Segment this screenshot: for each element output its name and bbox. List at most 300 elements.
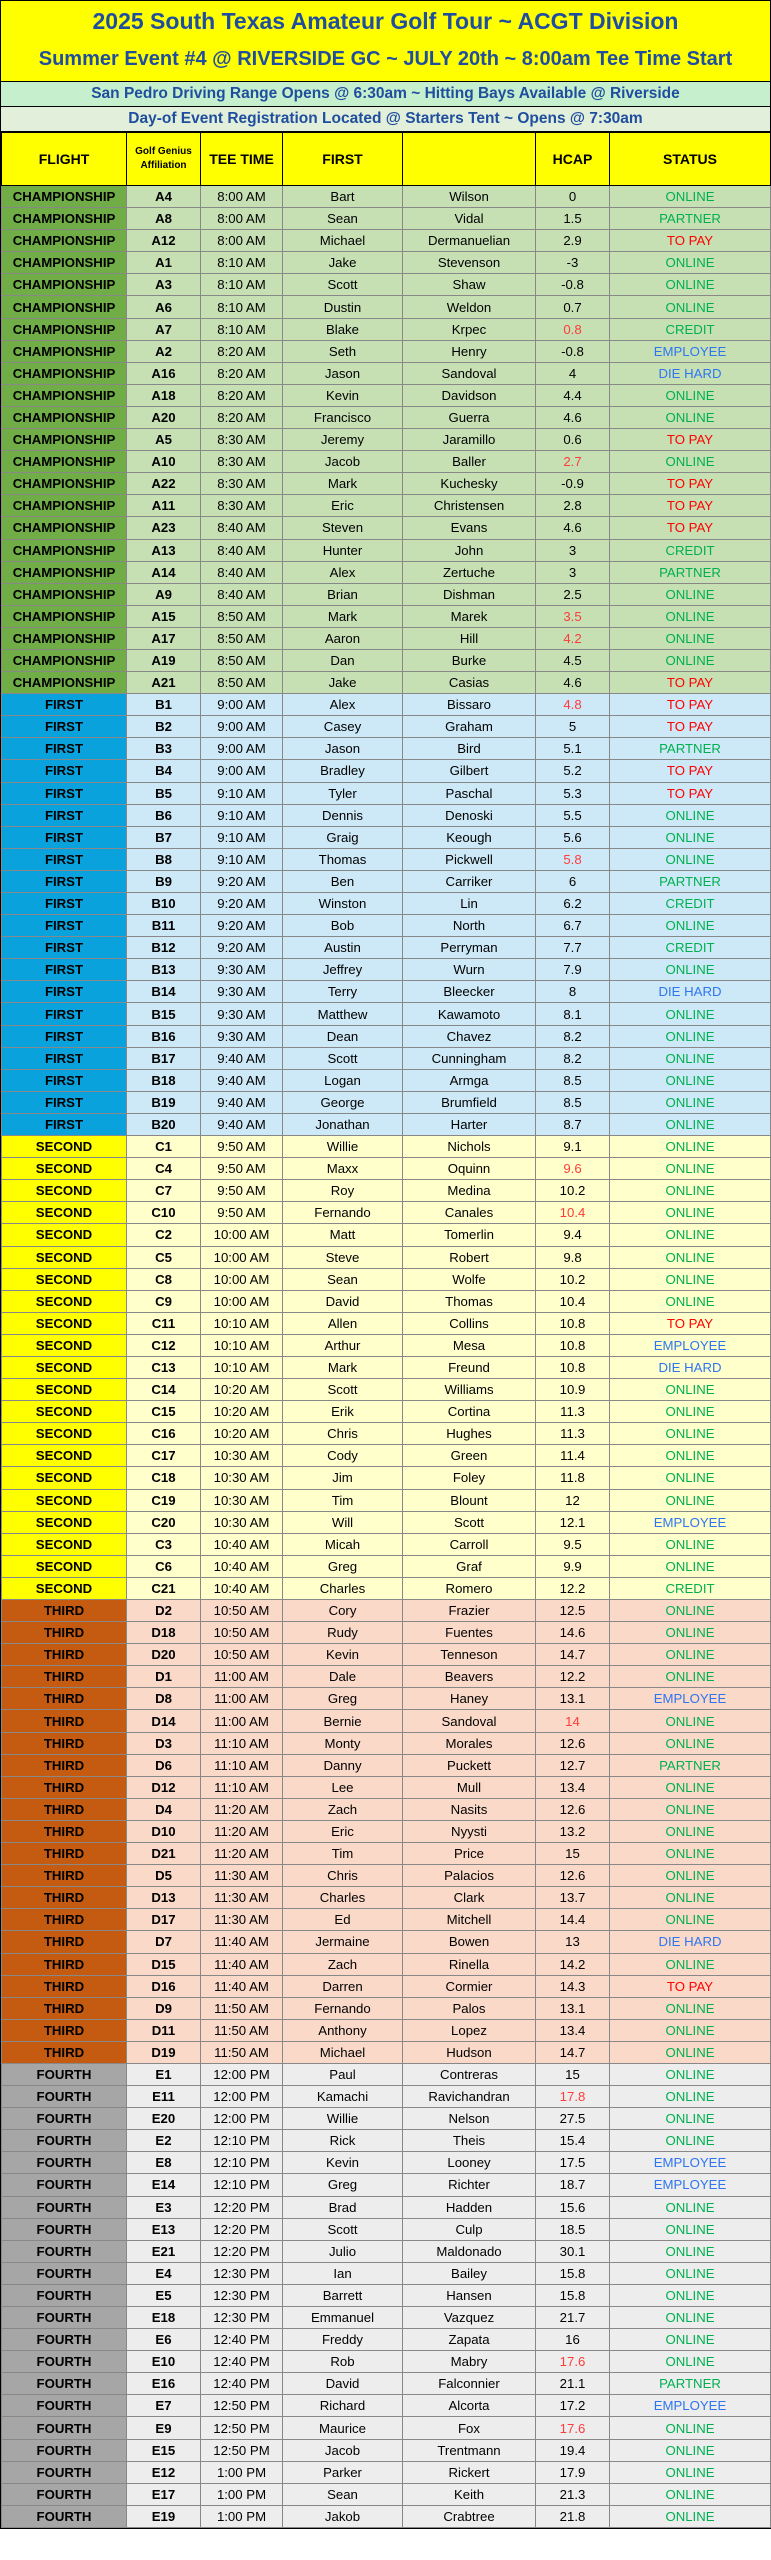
last-name-cell: Burke — [403, 649, 536, 671]
status-cell: ONLINE — [610, 1467, 771, 1489]
first-name-cell: Lee — [283, 1776, 403, 1798]
tee-time-cell: 10:50 AM — [201, 1600, 283, 1622]
table-row — [2, 1710, 771, 1732]
last-name-cell: Lin — [403, 893, 536, 915]
tee-time-cell: 12:20 PM — [201, 2196, 283, 2218]
tee-time-cell: 8:10 AM — [201, 296, 283, 318]
last-name-cell: Blount — [403, 1489, 536, 1511]
tee-time-cell: 8:20 AM — [201, 340, 283, 362]
tee-time-cell: 11:40 AM — [201, 1931, 283, 1953]
first-name-cell: Jake — [283, 672, 403, 694]
affiliation-cell: E15 — [127, 2439, 201, 2461]
table-row — [2, 1379, 771, 1401]
hcap-cell: 14.6 — [536, 1622, 610, 1644]
tee-time-cell: 12:10 PM — [201, 2174, 283, 2196]
affiliation-cell: B15 — [127, 1003, 201, 1025]
flight-cell: FOURTH — [2, 2063, 127, 2085]
flight-cell: THIRD — [2, 1953, 127, 1975]
flight-cell: THIRD — [2, 1600, 127, 1622]
table-row — [2, 605, 771, 627]
hcap-cell: 8.5 — [536, 1069, 610, 1091]
hcap-cell: 6.2 — [536, 893, 610, 915]
table-row — [2, 1356, 771, 1378]
first-name-cell: Tim — [283, 1843, 403, 1865]
flight-cell: FIRST — [2, 1025, 127, 1047]
status-cell: ONLINE — [610, 649, 771, 671]
status-cell: ONLINE — [610, 1843, 771, 1865]
table-row — [2, 981, 771, 1003]
first-name-cell: Mark — [283, 605, 403, 627]
table-header-row — [2, 133, 771, 186]
last-name-cell: Paschal — [403, 782, 536, 804]
status-cell: ONLINE — [610, 2108, 771, 2130]
status-cell: ONLINE — [610, 915, 771, 937]
last-name-cell: Mitchell — [403, 1909, 536, 1931]
table-row — [2, 937, 771, 959]
flight-cell: SECOND — [2, 1334, 127, 1356]
hcap-cell: 27.5 — [536, 2108, 610, 2130]
flight-cell: CHAMPIONSHIP — [2, 473, 127, 495]
tee-time-cell: 10:20 AM — [201, 1423, 283, 1445]
tee-time-cell: 10:20 AM — [201, 1379, 283, 1401]
flight-cell: THIRD — [2, 1931, 127, 1953]
table-row — [2, 848, 771, 870]
status-cell: PARTNER — [610, 1754, 771, 1776]
affiliation-cell: D8 — [127, 1688, 201, 1710]
affiliation-cell: E7 — [127, 2395, 201, 2417]
affiliation-cell: B9 — [127, 870, 201, 892]
first-name-cell: Thomas — [283, 848, 403, 870]
first-name-cell: Austin — [283, 937, 403, 959]
tee-time-cell: 9:00 AM — [201, 760, 283, 782]
tee-time-cell: 1:00 PM — [201, 2461, 283, 2483]
first-name-cell: Winston — [283, 893, 403, 915]
table-row — [2, 1953, 771, 1975]
last-name-cell: Carroll — [403, 1533, 536, 1555]
table-row — [2, 1401, 771, 1423]
table-row — [2, 2130, 771, 2152]
first-name-cell: Bradley — [283, 760, 403, 782]
col-header-affiliation: Golf Genius Affiliation — [127, 133, 201, 186]
status-cell: ONLINE — [610, 2439, 771, 2461]
hcap-cell: 21.8 — [536, 2505, 610, 2527]
flight-cell: CHAMPIONSHIP — [2, 362, 127, 384]
tee-time-cell: 11:40 AM — [201, 1975, 283, 1997]
tee-time-cell: 8:30 AM — [201, 495, 283, 517]
hcap-cell: 2.5 — [536, 583, 610, 605]
table-row — [2, 1047, 771, 1069]
first-name-cell: Chris — [283, 1865, 403, 1887]
table-row — [2, 1533, 771, 1555]
last-name-cell: Looney — [403, 2152, 536, 2174]
flight-cell: FIRST — [2, 848, 127, 870]
last-name-cell: Tenneson — [403, 1644, 536, 1666]
tee-time-cell: 11:30 AM — [201, 1865, 283, 1887]
hcap-cell: 5 — [536, 716, 610, 738]
affiliation-cell: B19 — [127, 1091, 201, 1113]
last-name-cell: Mull — [403, 1776, 536, 1798]
first-name-cell: David — [283, 1290, 403, 1312]
last-name-cell: Hughes — [403, 1423, 536, 1445]
last-name-cell: Nyysti — [403, 1820, 536, 1842]
flight-cell: CHAMPIONSHIP — [2, 649, 127, 671]
table-body — [2, 186, 771, 2528]
table-row — [2, 1600, 771, 1622]
first-name-cell: Allen — [283, 1312, 403, 1334]
flight-cell: FIRST — [2, 760, 127, 782]
table-row — [2, 208, 771, 230]
tee-time-cell: 9:40 AM — [201, 1091, 283, 1113]
tee-time-cell: 8:50 AM — [201, 649, 283, 671]
status-cell: ONLINE — [610, 1555, 771, 1577]
table-row — [2, 893, 771, 915]
table-row — [2, 716, 771, 738]
first-name-cell: Tim — [283, 1489, 403, 1511]
affiliation-cell: A17 — [127, 627, 201, 649]
hcap-cell: 11.3 — [536, 1401, 610, 1423]
table-row — [2, 2240, 771, 2262]
table-row — [2, 959, 771, 981]
hcap-cell: 7.9 — [536, 959, 610, 981]
tee-time-cell: 10:30 AM — [201, 1489, 283, 1511]
tee-time-cell: 9:40 AM — [201, 1069, 283, 1091]
flight-cell: CHAMPIONSHIP — [2, 517, 127, 539]
affiliation-cell: B1 — [127, 694, 201, 716]
status-cell: EMPLOYEE — [610, 1334, 771, 1356]
flight-cell: THIRD — [2, 1820, 127, 1842]
table-row — [2, 2439, 771, 2461]
last-name-cell: North — [403, 915, 536, 937]
first-name-cell: Steven — [283, 517, 403, 539]
status-cell: ONLINE — [610, 848, 771, 870]
first-name-cell: Greg — [283, 2174, 403, 2196]
affiliation-cell: D2 — [127, 1600, 201, 1622]
affiliation-cell: D4 — [127, 1798, 201, 1820]
tee-time-cell: 12:30 PM — [201, 2262, 283, 2284]
tee-time-cell: 10:30 AM — [201, 1445, 283, 1467]
status-cell: ONLINE — [610, 2240, 771, 2262]
hcap-cell: 0.7 — [536, 296, 610, 318]
hcap-cell: 10.2 — [536, 1268, 610, 1290]
flight-cell: THIRD — [2, 1865, 127, 1887]
status-cell: TO PAY — [610, 1312, 771, 1334]
last-name-cell: John — [403, 539, 536, 561]
affiliation-cell: E3 — [127, 2196, 201, 2218]
affiliation-cell: A11 — [127, 495, 201, 517]
table-row — [2, 274, 771, 296]
tee-time-cell: 9:50 AM — [201, 1136, 283, 1158]
table-row — [2, 2461, 771, 2483]
flight-cell: SECOND — [2, 1268, 127, 1290]
affiliation-cell: E21 — [127, 2240, 201, 2262]
table-row — [2, 804, 771, 826]
status-cell: ONLINE — [610, 1423, 771, 1445]
affiliation-cell: B18 — [127, 1069, 201, 1091]
first-name-cell: Scott — [283, 1047, 403, 1069]
last-name-cell: Armga — [403, 1069, 536, 1091]
status-cell: EMPLOYEE — [610, 2174, 771, 2196]
table-row — [2, 2063, 771, 2085]
first-name-cell: Will — [283, 1511, 403, 1533]
table-row — [2, 583, 771, 605]
table-row — [2, 1865, 771, 1887]
status-cell: ONLINE — [610, 1710, 771, 1732]
tee-time-cell: 12:30 PM — [201, 2284, 283, 2306]
flight-cell: CHAMPIONSHIP — [2, 627, 127, 649]
first-name-cell: Paul — [283, 2063, 403, 2085]
hcap-cell: 4 — [536, 362, 610, 384]
last-name-cell: Oquinn — [403, 1158, 536, 1180]
table-row — [2, 2483, 771, 2505]
status-cell: ONLINE — [610, 252, 771, 274]
affiliation-cell: A19 — [127, 649, 201, 671]
affiliation-cell: B20 — [127, 1113, 201, 1135]
table-row — [2, 1931, 771, 1953]
tee-time-cell: 10:00 AM — [201, 1246, 283, 1268]
first-name-cell: Kamachi — [283, 2086, 403, 2108]
status-cell: EMPLOYEE — [610, 1511, 771, 1533]
first-name-cell: Matthew — [283, 1003, 403, 1025]
table-row — [2, 1975, 771, 1997]
hcap-cell: 0.8 — [536, 318, 610, 340]
table-row — [2, 2108, 771, 2130]
flight-cell: FIRST — [2, 738, 127, 760]
status-cell: ONLINE — [610, 1224, 771, 1246]
affiliation-cell: D6 — [127, 1754, 201, 1776]
table-row — [2, 1467, 771, 1489]
affiliation-cell: A21 — [127, 672, 201, 694]
last-name-cell: Tomerlin — [403, 1224, 536, 1246]
affiliation-cell: D1 — [127, 1666, 201, 1688]
affiliation-cell: C20 — [127, 1511, 201, 1533]
hcap-cell: 7.7 — [536, 937, 610, 959]
table-row — [2, 738, 771, 760]
first-name-cell: Barrett — [283, 2284, 403, 2306]
flight-cell: THIRD — [2, 1754, 127, 1776]
last-name-cell: Carriker — [403, 870, 536, 892]
last-name-cell: Cortina — [403, 1401, 536, 1423]
status-cell: ONLINE — [610, 274, 771, 296]
flight-cell: FOURTH — [2, 2196, 127, 2218]
tee-time-cell: 11:20 AM — [201, 1820, 283, 1842]
hcap-cell: 9.8 — [536, 1246, 610, 1268]
registration-info: Day-of Event Registration Located @ Starters Tent ~ Opens @ 7:30am — [1, 107, 770, 132]
tee-time-cell: 9:10 AM — [201, 804, 283, 826]
status-cell: ONLINE — [610, 2351, 771, 2373]
status-cell: TO PAY — [610, 672, 771, 694]
hcap-cell: 21.1 — [536, 2373, 610, 2395]
tee-time-cell: 10:50 AM — [201, 1622, 283, 1644]
flight-cell: SECOND — [2, 1136, 127, 1158]
flight-cell: FOURTH — [2, 2483, 127, 2505]
status-cell: ONLINE — [610, 2130, 771, 2152]
affiliation-cell: B11 — [127, 915, 201, 937]
first-name-cell: Blake — [283, 318, 403, 340]
flight-cell: FOURTH — [2, 2505, 127, 2527]
first-name-cell: Jacob — [283, 2439, 403, 2461]
hcap-cell: 4.4 — [536, 384, 610, 406]
hcap-cell: 10.8 — [536, 1356, 610, 1378]
tee-time-cell: 11:10 AM — [201, 1732, 283, 1754]
last-name-cell: Zapata — [403, 2329, 536, 2351]
tee-time-cell: 11:20 AM — [201, 1843, 283, 1865]
tee-time-cell: 8:40 AM — [201, 583, 283, 605]
col-header-status: STATUS — [610, 133, 771, 186]
tee-time-cell: 9:20 AM — [201, 870, 283, 892]
first-name-cell: Richard — [283, 2395, 403, 2417]
table-row — [2, 1798, 771, 1820]
last-name-cell: Cormier — [403, 1975, 536, 1997]
first-name-cell: Mark — [283, 1356, 403, 1378]
first-name-cell: Kevin — [283, 1644, 403, 1666]
tee-time-cell: 8:40 AM — [201, 561, 283, 583]
table-row — [2, 1423, 771, 1445]
table-row — [2, 1224, 771, 1246]
tee-time-cell: 9:50 AM — [201, 1158, 283, 1180]
last-name-cell: Mabry — [403, 2351, 536, 2373]
last-name-cell: Zertuche — [403, 561, 536, 583]
hcap-cell: 16 — [536, 2329, 610, 2351]
first-name-cell: George — [283, 1091, 403, 1113]
last-name-cell: Shaw — [403, 274, 536, 296]
status-cell: ONLINE — [610, 1290, 771, 1312]
status-cell: ONLINE — [610, 1953, 771, 1975]
tee-time-cell: 9:40 AM — [201, 1047, 283, 1069]
tee-time-cell: 10:10 AM — [201, 1356, 283, 1378]
table-row — [2, 1136, 771, 1158]
first-name-cell: Bart — [283, 186, 403, 208]
table-row — [2, 1489, 771, 1511]
affiliation-cell: C1 — [127, 1136, 201, 1158]
first-name-cell: Alex — [283, 561, 403, 583]
affiliation-cell: A14 — [127, 561, 201, 583]
affiliation-cell: E10 — [127, 2351, 201, 2373]
hcap-cell: 9.5 — [536, 1533, 610, 1555]
status-cell: ONLINE — [610, 1069, 771, 1091]
table-row — [2, 1644, 771, 1666]
hcap-cell: 0.6 — [536, 429, 610, 451]
flight-cell: THIRD — [2, 1688, 127, 1710]
first-name-cell: Brad — [283, 2196, 403, 2218]
hcap-cell: 17.9 — [536, 2461, 610, 2483]
flight-cell: FIRST — [2, 915, 127, 937]
tee-time-cell: 8:10 AM — [201, 274, 283, 296]
table-row — [2, 1820, 771, 1842]
last-name-cell: Theis — [403, 2130, 536, 2152]
flight-cell: FIRST — [2, 782, 127, 804]
hcap-cell: 15.8 — [536, 2284, 610, 2306]
last-name-cell: Bissaro — [403, 694, 536, 716]
tee-time-cell: 9:10 AM — [201, 826, 283, 848]
last-name-cell: Lopez — [403, 2019, 536, 2041]
flight-cell: FOURTH — [2, 2395, 127, 2417]
table-row — [2, 870, 771, 892]
table-row — [2, 1246, 771, 1268]
table-row — [2, 495, 771, 517]
affiliation-cell: C17 — [127, 1445, 201, 1467]
last-name-cell: Keough — [403, 826, 536, 848]
last-name-cell: Maldonado — [403, 2240, 536, 2262]
status-cell: CREDIT — [610, 1577, 771, 1599]
affiliation-cell: B14 — [127, 981, 201, 1003]
hcap-cell: 30.1 — [536, 2240, 610, 2262]
table-row — [2, 1843, 771, 1865]
last-name-cell: Weldon — [403, 296, 536, 318]
tee-time-cell: 9:00 AM — [201, 738, 283, 760]
affiliation-cell: B16 — [127, 1025, 201, 1047]
affiliation-cell: A18 — [127, 384, 201, 406]
first-name-cell: Kevin — [283, 2152, 403, 2174]
last-name-cell: Henry — [403, 340, 536, 362]
affiliation-cell: D7 — [127, 1931, 201, 1953]
table-row — [2, 2373, 771, 2395]
tee-time-cell: 9:20 AM — [201, 915, 283, 937]
first-name-cell: Jacob — [283, 451, 403, 473]
table-row — [2, 296, 771, 318]
status-cell: TO PAY — [610, 1975, 771, 1997]
affiliation-cell: A4 — [127, 186, 201, 208]
table-row — [2, 826, 771, 848]
tee-time-cell: 10:30 AM — [201, 1511, 283, 1533]
table-row — [2, 186, 771, 208]
last-name-cell: Fuentes — [403, 1622, 536, 1644]
hcap-cell: 14.3 — [536, 1975, 610, 1997]
table-row — [2, 1202, 771, 1224]
tee-time-cell: 9:10 AM — [201, 848, 283, 870]
affiliation-cell: E16 — [127, 2373, 201, 2395]
flight-cell: FOURTH — [2, 2262, 127, 2284]
status-cell: EMPLOYEE — [610, 340, 771, 362]
affiliation-cell: D11 — [127, 2019, 201, 2041]
tee-time-cell: 9:30 AM — [201, 1003, 283, 1025]
last-name-cell: Palos — [403, 1997, 536, 2019]
hcap-cell: 14.4 — [536, 1909, 610, 1931]
status-cell: ONLINE — [610, 1268, 771, 1290]
flight-cell: THIRD — [2, 1644, 127, 1666]
flight-cell: THIRD — [2, 1798, 127, 1820]
hcap-cell: 17.2 — [536, 2395, 610, 2417]
tee-time-cell: 8:50 AM — [201, 605, 283, 627]
last-name-cell: Richter — [403, 2174, 536, 2196]
flight-cell: SECOND — [2, 1577, 127, 1599]
affiliation-cell: D14 — [127, 1710, 201, 1732]
table-row — [2, 649, 771, 671]
tee-time-cell: 12:50 PM — [201, 2395, 283, 2417]
col-header-first: FIRST — [283, 133, 403, 186]
table-row — [2, 1180, 771, 1202]
hcap-cell: 17.8 — [536, 2086, 610, 2108]
tee-time-cell: 10:40 AM — [201, 1533, 283, 1555]
hcap-cell: 10.8 — [536, 1312, 610, 1334]
hcap-cell: 12.7 — [536, 1754, 610, 1776]
hcap-cell: 6.7 — [536, 915, 610, 937]
affiliation-cell: C8 — [127, 1268, 201, 1290]
tee-time-cell: 8:40 AM — [201, 539, 283, 561]
first-name-cell: Dale — [283, 1666, 403, 1688]
table-row — [2, 1776, 771, 1798]
affiliation-cell: D16 — [127, 1975, 201, 1997]
last-name-cell: Stevenson — [403, 252, 536, 274]
tee-time-cell: 8:30 AM — [201, 473, 283, 495]
first-name-cell: Jakob — [283, 2505, 403, 2527]
status-cell: ONLINE — [610, 406, 771, 428]
table-row — [2, 2019, 771, 2041]
status-cell: PARTNER — [610, 561, 771, 583]
hcap-cell: 10.8 — [536, 1334, 610, 1356]
flight-cell: FOURTH — [2, 2351, 127, 2373]
affiliation-cell: A15 — [127, 605, 201, 627]
status-cell: ONLINE — [610, 1644, 771, 1666]
